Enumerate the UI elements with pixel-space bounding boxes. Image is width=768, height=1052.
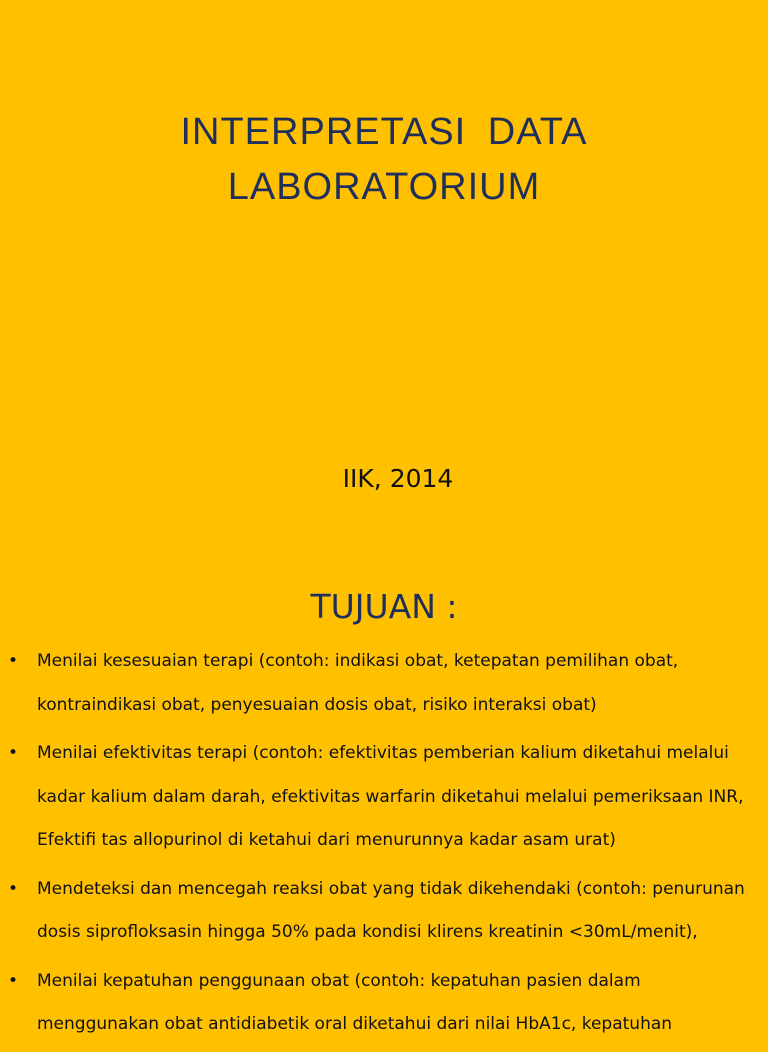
list-item <box>0 868 768 955</box>
bullet-icon: • <box>8 970 19 991</box>
list-item-text: Menilai kepatuhan penggunaan obat (contoh: kepatuhan pasien dalam menggunakan obat antidiabetik oral diketahui dari nilai HbA1c, kepatuhan <box>37 970 673 1034</box>
slide-title-line-1: INTERPRETASI DATA <box>180 111 588 153</box>
objectives-slide <box>0 576 768 1034</box>
slide-subtitle: IIK, 2014 <box>342 464 454 493</box>
list-item <box>0 640 768 727</box>
list-item <box>0 732 768 863</box>
list-item <box>0 960 768 1047</box>
list-item-text: Mendeteksi dan mencegah reaksi obat yang tidak dikehendaki (contoh: penurunan dosis siprofloksasin hingga 50% pada kondisi klirens kreatinin <30mL/menit), <box>37 878 745 942</box>
objectives-heading: TUJUAN : <box>310 587 458 626</box>
objectives-list <box>0 640 768 1052</box>
list-item-text: Menilai kesesuaian terapi (contoh: indikasi obat, ketepatan pemilihan obat, kontraindikasi obat, penyesuaian dosis obat, risiko interaksi obat) <box>37 651 679 715</box>
bullet-icon: • <box>8 651 19 671</box>
bullet-icon: • <box>8 878 19 899</box>
bullet-icon: • <box>8 743 19 763</box>
list-item-text: Menilai efektivitas terapi (contoh: efektivitas pemberian kalium diketahui melalui kadar kalium dalam darah, efektivitas warfarin diketahui melalui pemeriksaan INR, Efektifi tas allopurinol di ketahui dari menurunnya kadar asam urat) <box>37 743 744 850</box>
slide-title-line-2: LABORATORIUM <box>227 166 541 208</box>
